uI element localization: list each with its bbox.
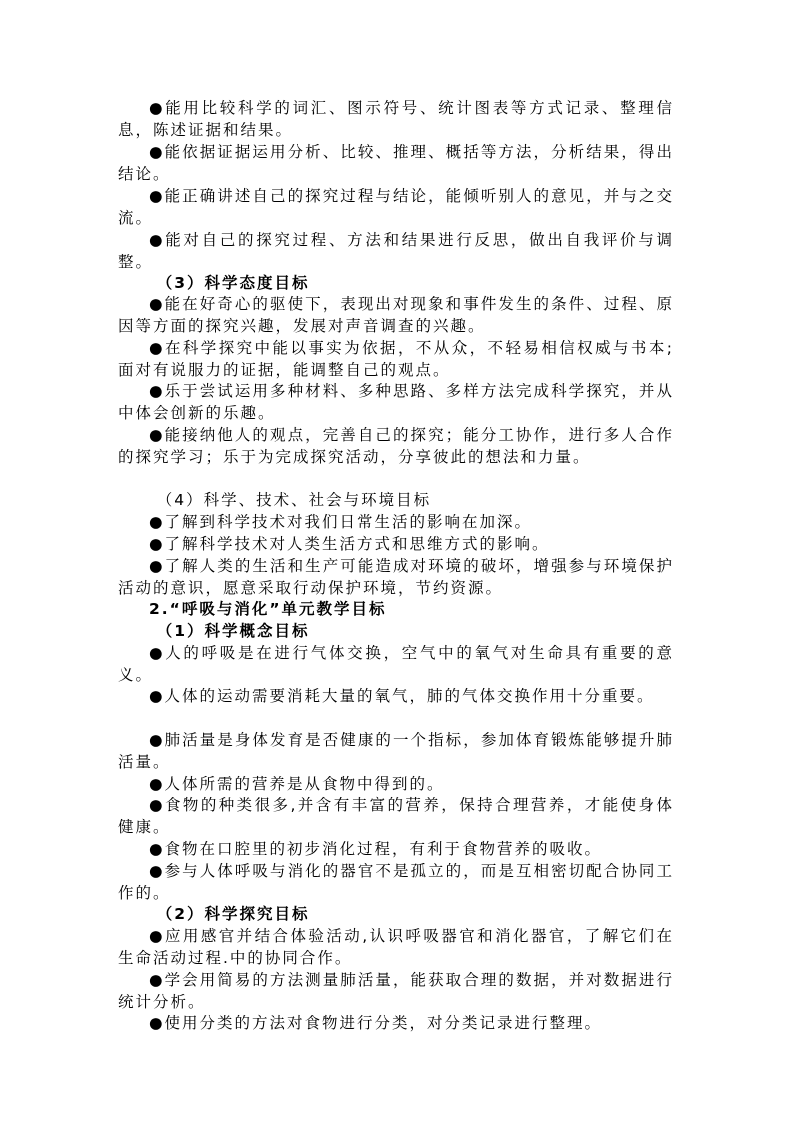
section-heading: （4）科学、技术、社会与环境目标 [156, 491, 432, 509]
bullet-paragraph: ●食物的种类很多,并含有丰富的营养，保持合理营养，才能使身体健康。 [118, 796, 674, 836]
bullet-paragraph: ●能用比较科学的词汇、图示符号、统计图表等方式记录、整理信息，陈述证据和结果。 [118, 99, 674, 139]
bullet-paragraph: ●食物在口腔里的初步消化过程，有利于食物营养的吸收。 [149, 840, 603, 858]
section-heading: （3）科学态度目标 [156, 274, 310, 292]
bullet-paragraph: ●乐于尝试运用多种材料、多种思路、多样方法完成科学探究，并从中体会创新的乐趣。 [118, 382, 674, 422]
bullet-paragraph: ●使用分类的方法对食物进行分类，对分类记录进行整理。 [149, 1014, 603, 1032]
bullet-paragraph: ●能正确讲述自己的探究过程与结论，能倾听别人的意见，并与之交流。 [118, 187, 674, 227]
bullet-paragraph: ●学会用简易的方法测量肺活量，能获取合理的数据，并对数据进行统计分析。 [118, 971, 674, 1011]
bullet-paragraph: ●参与人体呼吸与消化的器官不是孤立的，而是互相密切配合协同工作的。 [118, 862, 674, 902]
bullet-paragraph: ●肺活量是身体发育是否健康的一个指标，参加体育锻炼能够提升肺活量。 [118, 731, 674, 771]
bullet-paragraph: ●了解人类的生活和生产可能造成对环境的破坏，增强参与环境保护活动的意识，愿意采取行动保护环境，节约资源。 [118, 557, 674, 597]
bullet-paragraph: ●人体所需的营养是从食物中得到的。 [149, 775, 445, 793]
bullet-paragraph: ●了解科学技术对人类生活方式和思维方式的影响。 [149, 535, 550, 553]
bullet-paragraph: ●人的呼吸是在进行气体交换，空气中的氧气对生命具有重要的意义。 [118, 644, 674, 684]
bullet-paragraph: ●人体的运动需要消耗大量的氧气，肺的气体交换作用十分重要。 [149, 687, 655, 705]
bullet-paragraph: ●应用感官并结合体验活动,认识呼吸器官和消化器官，了解它们在生命活动过程.中的协同合作。 [118, 927, 674, 967]
bullet-paragraph: ●能接纳他人的观点，完善自己的探究；能分工协作，进行多人合作的探究学习；乐于为完成探究活动，分享彼此的想法和力量。 [118, 426, 674, 466]
section-heading: （1）科学概念目标 [156, 622, 310, 640]
bullet-paragraph: ●了解到科学技术对我们日常生活的影响在加深。 [149, 513, 533, 531]
bullet-paragraph: ●能在好奇心的驱使下，表现出对现象和事件发生的条件、过程、原因等方面的探究兴趣，发展对声音调查的兴趣。 [118, 295, 674, 335]
unit-heading: 2.“呼吸与消化”单元教学目标 [149, 600, 387, 618]
section-heading: （2）科学探究目标 [156, 905, 310, 923]
bullet-paragraph: ●能依据证据运用分析、比较、推理、概括等方法，分析结果，得出结论。 [118, 143, 674, 183]
bullet-paragraph: ●在科学探究中能以事实为依据，不从众，不轻易相信权威与书本;面对有说服力的证据，能调整自己的观点。 [118, 339, 674, 379]
bullet-paragraph: ●能对自己的探究过程、方法和结果进行反思，做出自我评价与调整。 [118, 231, 674, 271]
